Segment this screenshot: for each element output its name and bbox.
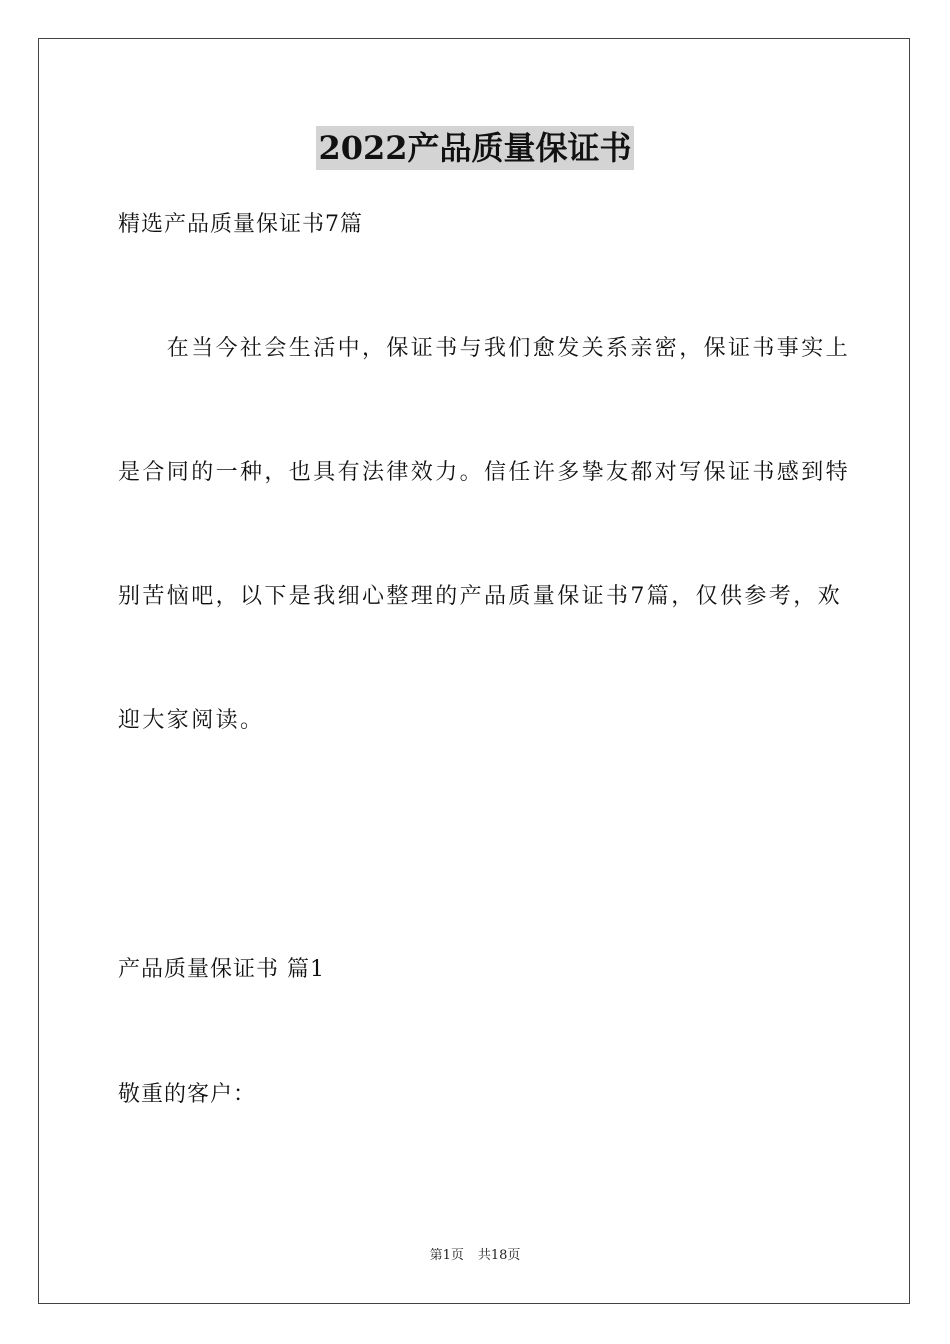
- intro-line: 别苦恼吧，以下是我细心整理的产品质量保证书7篇，仅供参考，欢: [118, 584, 842, 609]
- title-container: [0, 126, 950, 170]
- page-number: 第1页: [429, 1248, 464, 1263]
- intro-line: 是合同的一种，也具有法律效力。信任许多挚友都对写保证书感到特: [118, 460, 851, 485]
- document-subtitle: 精选产品质量保证书7篇: [118, 212, 363, 237]
- intro-paragraph: [118, 334, 851, 734]
- section-heading: 产品质量保证书 篇1: [118, 957, 325, 982]
- document-title: 2022产品质量保证书: [316, 126, 633, 170]
- intro-line: 迎大家阅读。: [118, 708, 265, 733]
- page-footer: [0, 1247, 950, 1265]
- total-pages: 共18页: [477, 1248, 521, 1263]
- intro-line: 在当今社会生活中，保证书与我们愈发关系亲密，保证书事实上: [118, 336, 851, 361]
- salutation: 敬重的客户：: [118, 1082, 257, 1107]
